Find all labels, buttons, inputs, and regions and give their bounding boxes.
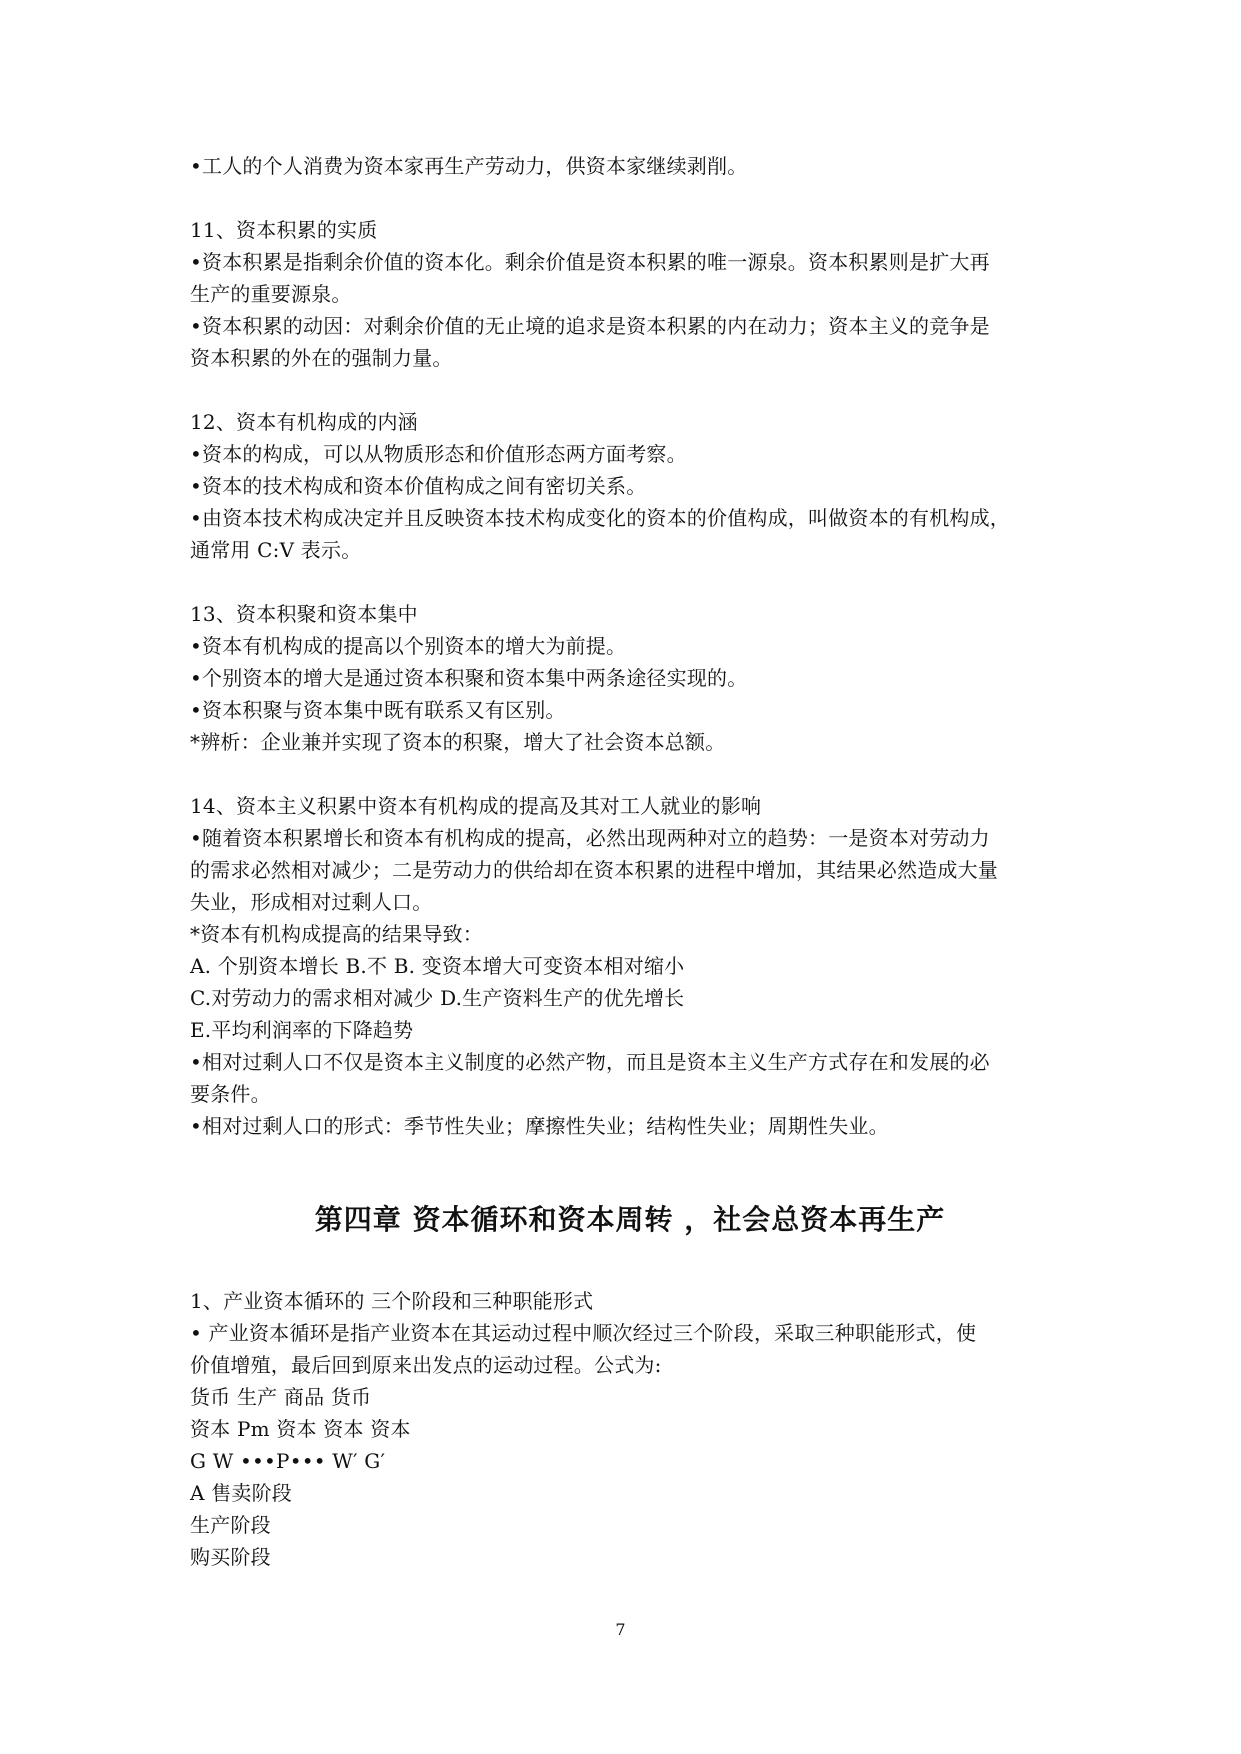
- option-line: C.对劳动力的需求相对减少 D.生产资料生产的优先增长: [190, 986, 685, 1010]
- text-block-1: [190, 150, 1070, 1142]
- text-line: 的需求必然相对减少；二是劳动力的供给却在资本积累的进程中增加，其结果必然造成大量: [190, 858, 998, 882]
- page-number: 7: [615, 1620, 626, 1639]
- text-line: 要条件。: [190, 1082, 271, 1106]
- section-heading-1: 1、产业资本循环的 三个阶段和三种职能形式: [190, 1289, 594, 1313]
- text-line: •个别资本的增大是通过资本积聚和资本集中两条途径实现的。: [190, 666, 748, 690]
- section-heading-14: 14、资本主义积累中资本有机构成的提高及其对工人就业的影响: [190, 794, 762, 818]
- formula-line: 资本 Pm 资本 资本 资本: [190, 1417, 411, 1441]
- section-heading-12: 12、资本有机构成的内涵: [190, 410, 418, 434]
- text-line: 生产的重要源泉。: [190, 282, 352, 306]
- blank-line: [190, 566, 1070, 598]
- text-line: *资本有机构成提高的结果导致：: [190, 922, 483, 946]
- text-line: 价值增殖，最后回到原来出发点的运动过程。公式为:: [190, 1353, 662, 1377]
- text-line: •由资本技术构成决定并且反映资本技术构成变化的资本的价值构成，叫做资本的有机构成，: [190, 506, 1010, 530]
- blank-line: [190, 374, 1070, 406]
- text-line: 失业，形成相对过剩人口。: [190, 890, 433, 914]
- blank-line: [190, 182, 1070, 214]
- text-line: •资本的构成，可以从物质形态和价值形态两方面考察。: [190, 442, 687, 466]
- formula-line: 生产阶段: [190, 1513, 271, 1537]
- formula-line: 购买阶段: [190, 1545, 271, 1569]
- section-heading-11: 11、资本积累的实质: [190, 218, 378, 242]
- section-heading-13: 13、资本积聚和资本集中: [190, 602, 418, 626]
- text-line: •资本积聚与资本集中既有联系又有区别。: [190, 698, 566, 722]
- text-line: •资本有机构成的提高以个别资本的增大为前提。: [190, 634, 627, 658]
- text-line: •资本积累的动因：对剩余价值的无止境的追求是资本积累的内在动力；资本主义的竞争是: [190, 314, 990, 338]
- text-line: •相对过剩人口不仅是资本主义制度的必然产物，而且是资本主义生产方式存在和发展的必: [190, 1050, 990, 1074]
- option-line: A. 个别资本增长 B.不 B. 变资本增大可变资本相对缩小: [190, 954, 685, 978]
- formula-line: G W •••P••• W′ G′: [190, 1449, 386, 1473]
- text-line: •相对过剩人口的形式：季节性失业；摩擦性失业；结构性失业；周期性失业。: [190, 1114, 889, 1138]
- formula-line: 货币 生产 商品 货币: [190, 1385, 372, 1409]
- formula-line: A 售卖阶段: [190, 1481, 293, 1505]
- option-line: E.平均利润率的下降趋势: [190, 1018, 414, 1042]
- text-line: 通常用 C:V 表示。: [190, 538, 362, 562]
- chapter-title: 第四章 资本循环和资本周转 ，社会总资本再生产: [314, 1203, 946, 1236]
- blank-line: [190, 758, 1070, 790]
- text-line: •资本积累是指剩余价值的资本化。剩余价值是资本积累的唯一源泉。资本积累则是扩大再: [190, 250, 990, 274]
- text-block-2: [190, 1285, 1070, 1573]
- text-line: •随着资本积累增长和资本有机构成的提高，必然出现两种对立的趋势：一是资本对劳动力: [190, 826, 990, 850]
- text-line: •工人的个人消费为资本家再生产劳动力，供资本家继续剥削。: [190, 154, 748, 178]
- text-line: *辨析：企业兼并实现了资本的积聚，增大了社会资本总额。: [190, 730, 726, 754]
- text-line: • 产业资本循环是指产业资本在其运动过程中顺次经过三个阶段，采取三种职能形式，使: [190, 1321, 977, 1345]
- text-line: 资本积累的外在的强制力量。: [190, 346, 453, 370]
- text-line: •资本的技术构成和资本价值构成之间有密切关系。: [190, 474, 647, 498]
